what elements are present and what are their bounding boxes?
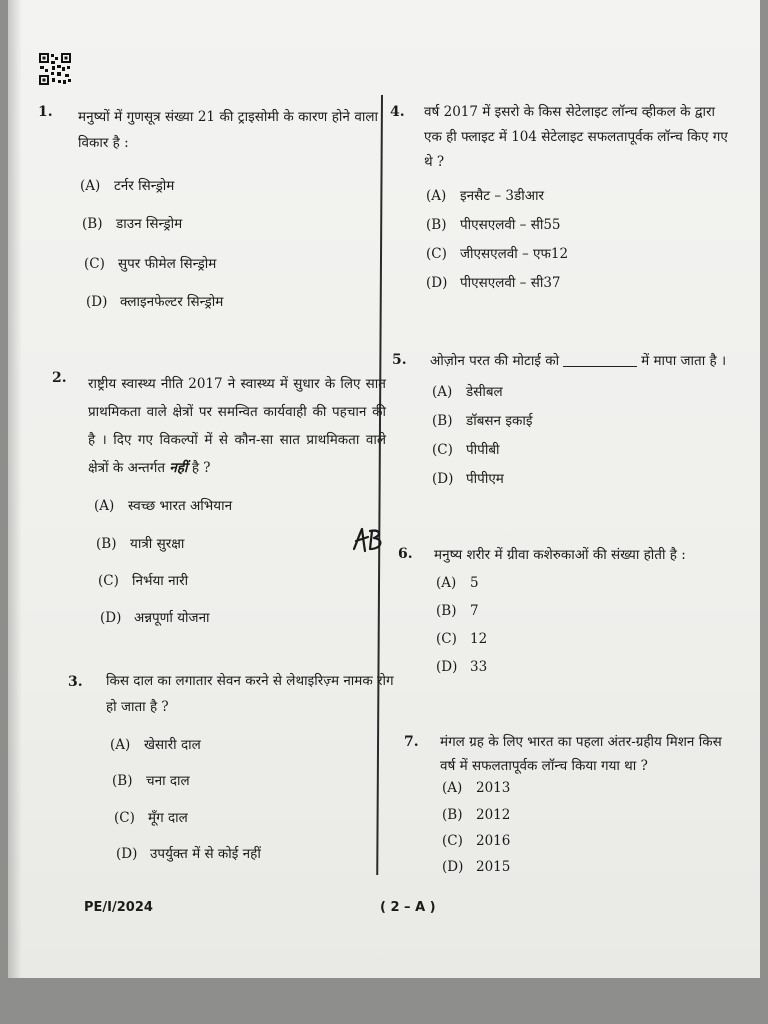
option-c[interactable]: (C) पीपीबी xyxy=(432,442,500,458)
option-c[interactable]: (C) 12 xyxy=(436,631,488,647)
question-number: 5. xyxy=(392,352,407,368)
answer-blank xyxy=(563,366,637,367)
option-b[interactable]: (B) डाउन सिन्ड्रोम xyxy=(82,216,183,232)
option-d[interactable]: (D) 33 xyxy=(436,659,488,675)
option-a[interactable]: (A) इनसैट – 3डीआर xyxy=(426,188,545,204)
option-b[interactable]: (B) 2012 xyxy=(442,807,511,823)
emphasis-not: नहीं xyxy=(169,460,188,476)
option-d[interactable]: (D) पीपीएम xyxy=(432,471,504,487)
option-c[interactable]: (C) जीएसएलवी – एफ12 xyxy=(426,246,569,262)
question-text: किस दाल का लगातार सेवन करने से लेथाइरिज़्म नामक रोग हो जाता है ? xyxy=(106,673,394,715)
question-text: मनुष्य शरीर में ग्रीवा कशेरुकाओं की संख्या होती है : xyxy=(434,547,686,563)
option-a[interactable]: (A) 2013 xyxy=(442,780,511,796)
qr-code-icon xyxy=(38,52,72,86)
page-shadow xyxy=(8,0,22,978)
question-text: मंगल ग्रह के लिए भारत का पहला अंतर-ग्रहीय मिशन किस वर्ष में सफलतापूर्वक लॉन्च किया गया था ? xyxy=(440,734,722,774)
question-number: 6. xyxy=(398,546,413,562)
question-number: 4. xyxy=(390,104,405,120)
option-b[interactable]: (B) डॉबसन इकाई xyxy=(432,413,533,429)
question-text: मनुष्यों में गुणसूत्र संख्या 21 की ट्राइसोमी के कारण होने वाला विकार है : xyxy=(78,109,378,151)
option-b[interactable]: (B) 7 xyxy=(436,603,479,619)
question-number: 7. xyxy=(404,734,419,750)
option-a[interactable]: (A) टर्नर सिन्ड्रोम xyxy=(80,178,175,194)
option-c[interactable]: (C) सुपर फीमेल सिन्ड्रोम xyxy=(84,256,217,272)
option-d[interactable]: (D) 2015 xyxy=(442,859,511,875)
question-text: वर्ष 2017 में इसरो के किस सेटेलाइट लॉन्च व्हीकल के द्वारा एक ही फ्लाइट में 104 सेटेलाइट सफलतापूर्वक लॉन्च किए गए थे ? xyxy=(424,104,728,170)
question-number: 1. xyxy=(38,104,53,120)
option-c[interactable]: (C) निर्भया नारी xyxy=(98,573,189,589)
question-number: 2. xyxy=(52,370,67,386)
option-d[interactable]: (D) क्लाइनफेल्टर सिन्ड्रोम xyxy=(86,294,224,310)
option-a[interactable]: (A) डेसीबल xyxy=(432,384,503,400)
option-c[interactable]: (C) 2016 xyxy=(442,833,511,849)
option-a[interactable]: (A) स्वच्छ भारत अभियान xyxy=(94,498,233,514)
handwritten-mark xyxy=(350,525,390,555)
option-a[interactable]: (A) खेसारी दाल xyxy=(110,737,201,753)
option-d[interactable]: (D) पीएसएलवी – सी37 xyxy=(426,275,561,291)
option-b[interactable]: (B) यात्री सुरक्षा xyxy=(96,536,185,552)
question-text: ओज़ोन परत की मोटाई को में मापा जाता है । xyxy=(430,353,727,369)
question-text: राष्ट्रीय स्वास्थ्य नीति 2017 ने स्वास्थ्य में सुधार के लिए सात प्राथमिकता वाले क्षेत्रों पर समन्वित कार्यवाही की पहचान की है । दिए गए विकल्पों में से कौन-सा सात प्राथमिकता वाले क्षेत्रों के अन्तर्गत नहीं है ? xyxy=(88,376,386,476)
question-number: 3. xyxy=(68,674,83,690)
option-a[interactable]: (A) 5 xyxy=(436,575,479,591)
option-d[interactable]: (D) अन्नपूर्णा योजना xyxy=(100,610,210,626)
option-d[interactable]: (D) उपर्युक्त में से कोई नहीं xyxy=(116,846,261,862)
paper-code: PE/I/2024 xyxy=(84,900,153,915)
option-c[interactable]: (C) मूँग दाल xyxy=(114,810,188,826)
page-number: ( 2 – A ) xyxy=(380,900,436,915)
option-b[interactable]: (B) पीएसएलवी – सी55 xyxy=(426,217,561,233)
option-b[interactable]: (B) चना दाल xyxy=(112,773,190,789)
